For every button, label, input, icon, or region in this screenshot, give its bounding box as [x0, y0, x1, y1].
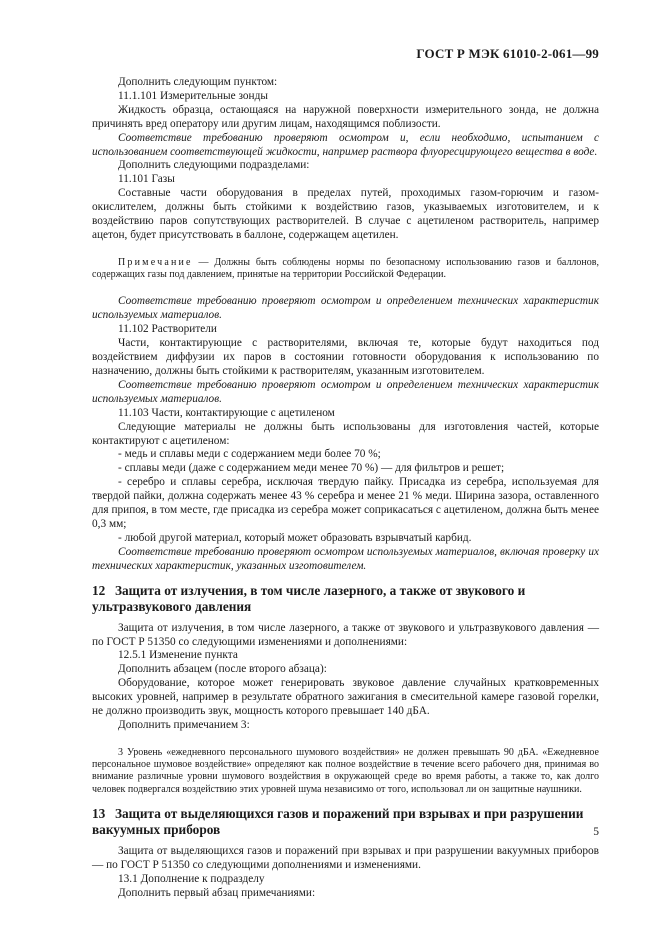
page-body — [92, 76, 599, 901]
document-header: ГОСТ Р МЭК 61010-2-061—99 — [416, 46, 599, 61]
note: 3 Уровень «ежедневного персонального шумового воздействия» не должен превышать 90 дБА. «Ежедневное персональное шумовое воздействие» определяют как полное воздействие в течение всего рабочего дня, принимая во внимание различные уровни шумового воздействия в окружающей среде во время работы, а также то, как долго человек подвергался воздействию этих уровней шума независимо от того, использовал ли он защитные наушники. — [92, 746, 599, 795]
paragraph: Дополнить примечанием 3: — [118, 718, 250, 731]
paragraph: Составные части оборудования в пределах путей, проходимых газом-горючим и газом-окислителем, должны быть стойкими к воздействию газов, указываемых изготовителем, и к воздействию паров сопутствующих растворителей. В случае с ацетиленом растворитель, например ацетон, будет присутствовать в баллоне, содержащем ацетилен. — [92, 187, 599, 241]
list-item: - любой другой материал, который может образовать взрывчатый карбид. — [118, 531, 472, 544]
paragraph: Оборудование, которое может генерировать звуковое давление случайных кратковременных высоких уровней, например в результате обратного зажигания в смесительной камере газовой горелки, не должно производить звук, мощность которого превышает 140 дБА. — [92, 677, 599, 718]
section-heading — [92, 806, 599, 838]
clause-heading: 11.102 Растворители — [118, 323, 217, 336]
paragraph: Жидкость образца, остающаяся на наружной поверхности измерительного зонда, не должна причинять вред оператору или другим лицам, находящимся поблизости. — [92, 103, 599, 130]
section-number: 12 — [92, 582, 106, 598]
paragraph: Защита от выделяющихся газов и поражений при взрывах и при разрушении вакуумных приборов — по ГОСТ Р 51350 со следующими дополнениями и изменениями. — [92, 845, 599, 871]
section-heading — [92, 583, 599, 615]
note — [92, 257, 599, 282]
page-number: 5 — [593, 826, 599, 838]
compliance-note: Соответствие требованию проверяют осмотром используемых материалов, включая проверку их технических характеристик, указанных изготовителем. — [92, 545, 599, 572]
paragraph: Части, контактирующие с растворителями, включая те, которые будут находиться под воздействием диффузии их паров в состоянии готовности оборудования к использованию по назначению, должны быть стойкими к растворителям, указанным изготовителем. — [92, 337, 599, 377]
paragraph: Дополнить первый абзац примечаниями: — [118, 886, 316, 899]
clause-heading: 11.101 Газы — [118, 173, 175, 186]
list-item: - сплавы меди (даже с содержанием меди менее 70 %) — для фильтров и решет; — [118, 462, 505, 475]
paragraph: Следующие материалы не должны быть использованы для изготовления частей, которые контактируют с ацетиленом: — [92, 420, 599, 447]
compliance-note: Соответствие требованию проверяют осмотром и определением технических характеристик используемых материалов. — [92, 295, 599, 322]
note-label: Примечание — [118, 256, 193, 268]
list-item: - серебро и сплавы серебра, исключая твердую пайку. Присадка из серебра, используемая для твердой пайки, должна содержать менее 43 % серебра и менее 21 % меди. Ширина зазора, оставленного для припоя, в том месте, где присадка из серебра может соприкасаться с ацетиленом, должна быть менее 0,3 мм; — [92, 476, 599, 530]
paragraph: Дополнить следующими подразделами: — [118, 159, 310, 172]
section-number: 13 — [92, 806, 106, 822]
clause-heading: 13.1 Дополнение к подразделу — [118, 872, 265, 885]
section-title: Защита от выделяющихся газов и поражений при взрывах и при разрушении вакуумных приборов — [92, 806, 584, 838]
paragraph: Защита от излучения, в том числе лазерного, а также от звукового и ультразвукового давления — по ГОСТ Р 51350 со следующими изменениями и дополнениями: — [92, 621, 599, 648]
clause-heading: 11.1.101 Измерительные зонды — [118, 89, 268, 102]
paragraph: Дополнить абзацем (после второго абзаца): — [118, 663, 327, 676]
clause-heading: 11.103 Части, контактирующие с ацетиленом — [118, 406, 335, 419]
paragraph: Дополнить следующим пунктом: — [118, 76, 278, 88]
list-item: - медь и сплавы меди с содержанием меди более 70 %; — [118, 448, 381, 461]
compliance-note: Соответствие требованию проверяют осмотром и определением технических характеристик используемых материалов. — [92, 378, 599, 405]
clause-heading: 12.5.1 Изменение пункта — [118, 649, 238, 662]
compliance-note: Соответствие требованию проверяют осмотром и, если необходимо, испытанием с использованием соответствующей жидкости, например раствора флуоресцирующего вещества в воде. — [92, 131, 599, 158]
section-title: Защита от излучения, в том числе лазерного, а также от звукового и ультразвукового давления — [92, 582, 526, 614]
note-text: — Должны быть соблюдены нормы по безопасному использованию газов и баллонов, содержащих газы под давлением, принятые на территории Российской Федерации. — [92, 256, 599, 281]
